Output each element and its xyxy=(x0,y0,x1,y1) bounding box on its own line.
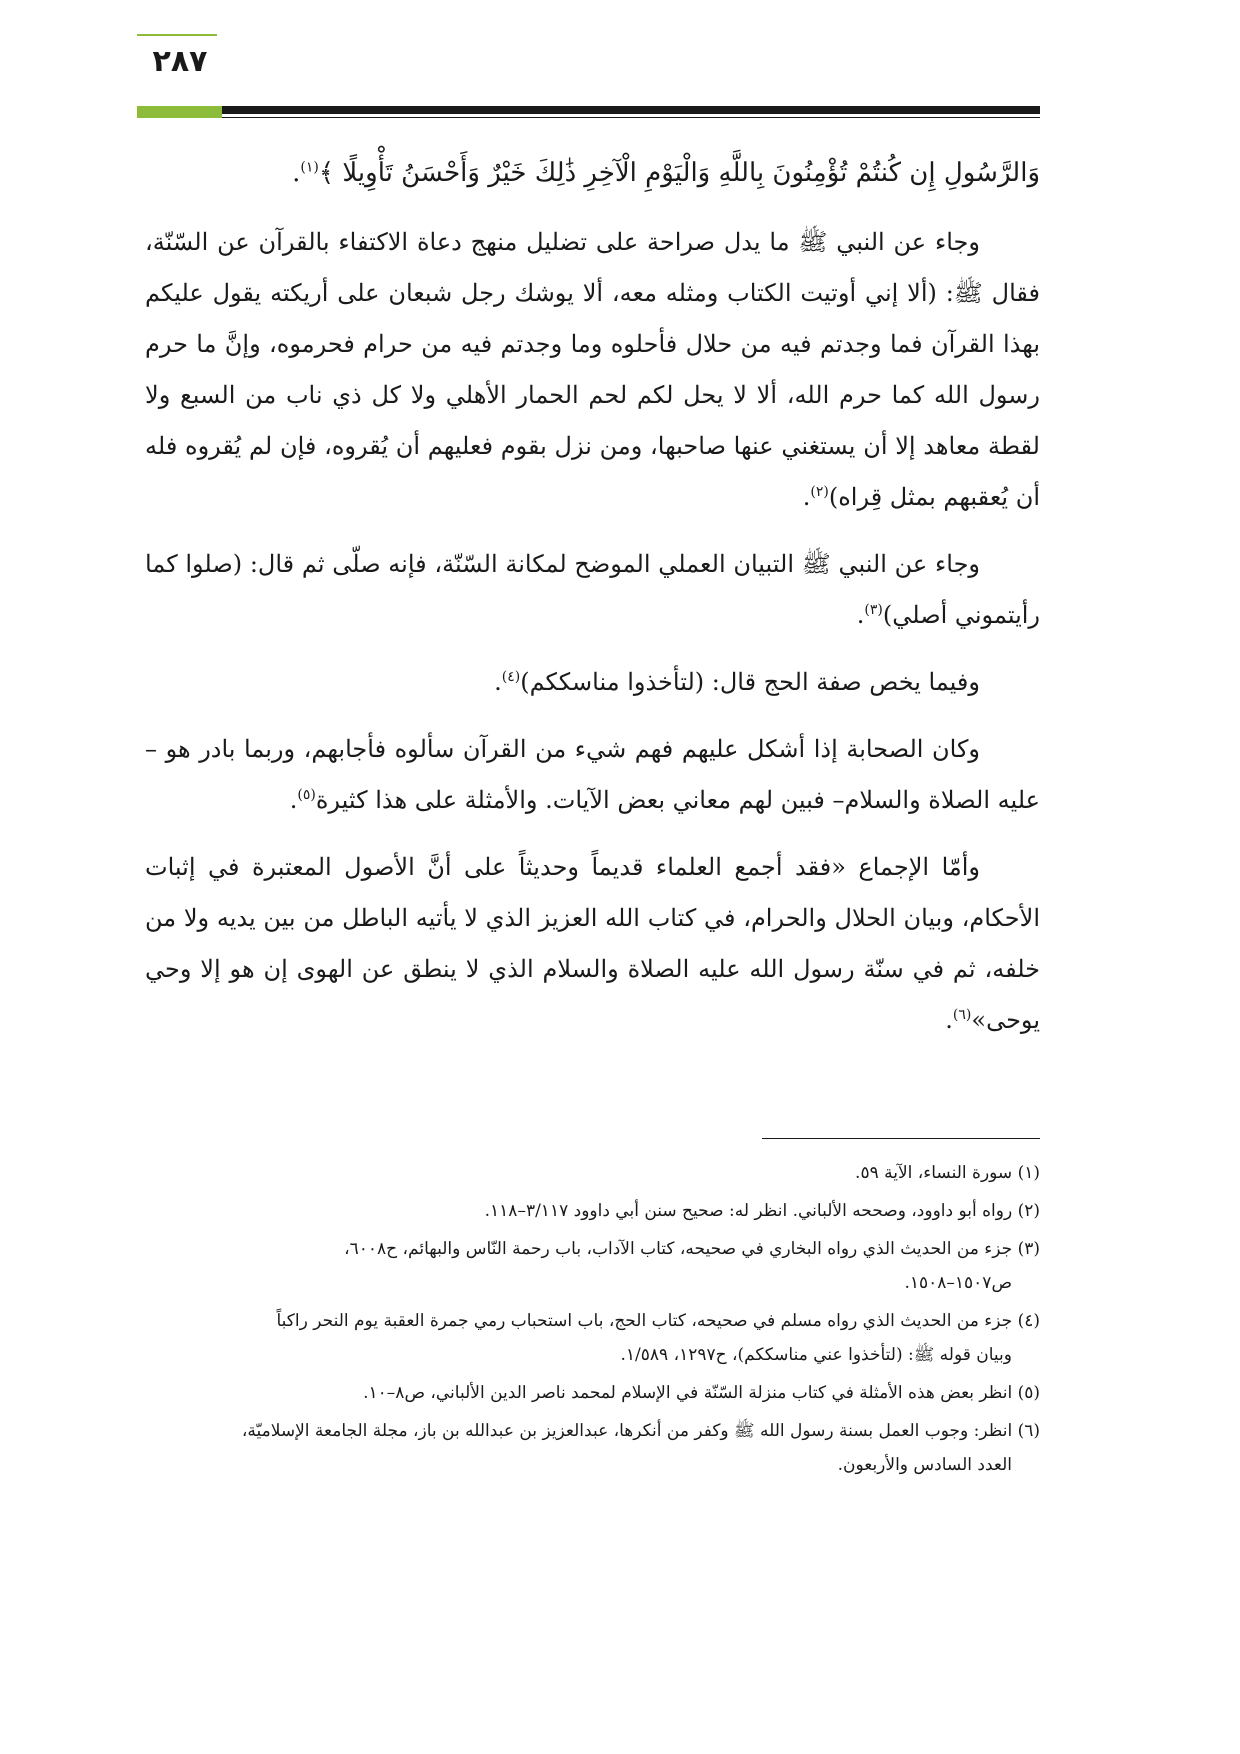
paragraph-2 xyxy=(145,539,1040,641)
footnote-3-text: (٣) جزء من الحديث الذي رواه البخاري في صحيحه، كتاب الآداب، باب رحمة النّاس والبهائم، ح٦٠٠٨، xyxy=(344,1239,1040,1259)
period: . xyxy=(856,601,865,629)
footnote-4 xyxy=(145,1304,1040,1372)
footnote-6-text: (٦) انظر: وجوب العمل بسنة رسول الله ﷺ وكفر من أنكرها، عبدالعزيز بن عبدالله بن باز، مجلة الجامعة الإسلاميّة، xyxy=(241,1421,1040,1441)
footnote-ref: (٢) xyxy=(810,484,829,500)
footnote-5: (٥) انظر بعض هذه الأمثلة في كتاب منزلة السّنّة في الإسلام لمحمد ناصر الدين الألباني، ص٨–١٠. xyxy=(363,1383,1040,1403)
footnotes xyxy=(145,1156,1040,1486)
period: . xyxy=(292,158,301,188)
paragraph-3 xyxy=(145,657,1040,708)
footnote-ref: (٥) xyxy=(297,787,316,803)
page-number: ٢٨٧ xyxy=(152,44,208,79)
footnote-separator xyxy=(762,1138,1040,1139)
paragraph-text: وكان الصحابة إذا أشكل عليهم فهم شيء من القرآن سألوه فأجابهم، وربما بادر هو – عليه الصلاة والسلام– فبين لهم معاني بعض الآيات. والأمثلة على هذا كثيرة xyxy=(145,735,1040,814)
paragraph-text: وجاء عن النبي ﷺ ما يدل صراحة على تضليل منهج دعاة الاكتفاء بالقرآن عن السّنّة، فقال ﷺ: (ألا إني أوتيت الكتاب ومثله معه، ألا يوشك رجل شبعان على أريكته يقول عليكم بهذا القرآن فما وجدتم فيه من حلال فأحلوه وما وجدتم فيه من حرام فحرموه، وإنَّ ما حرم رسول الله كما حرم الله، ألا لا يحل لكم لحم الحمار الأهلي ولا كل ذي ناب من السبع ولا لقطة معاهد إلا أن يستغني عنها صاحبها، ومن نزل بقوم فعليهم أن يُقروه، فإن لم يُقروه فله أن يُعقبهم بمثل قِراه) xyxy=(145,228,1040,511)
paragraph-5 xyxy=(145,842,1040,1046)
paragraph-text: وجاء عن النبي ﷺ التبيان العملي الموضح لمكانة السّنّة، فإنه صلّى ثم قال: (صلوا كما رأيتموني أصلي) xyxy=(145,550,1040,629)
paragraph-4 xyxy=(145,724,1040,826)
footnote-6-continuation: العدد السادس والأربعون. xyxy=(837,1455,1012,1475)
footnote-4-text: (٤) جزء من الحديث الذي رواه مسلم في صحيحه، كتاب الحج، باب استحباب رمي جمرة العقبة يوم النحر راكباً xyxy=(276,1311,1040,1331)
footnote-ref: (١) xyxy=(300,159,319,176)
footnote-ref: (٦) xyxy=(952,1007,972,1023)
paragraph-text: وفيما يخص صفة الحج قال: (لتأخذوا مناسككم) xyxy=(520,668,980,696)
period: . xyxy=(494,668,502,696)
header-black-rule xyxy=(222,106,1040,114)
paragraph-1 xyxy=(145,217,1040,523)
header-accent-line xyxy=(137,34,217,36)
quran-verse xyxy=(145,148,1040,199)
footnote-3 xyxy=(145,1232,1040,1300)
period: . xyxy=(289,786,298,814)
footnote-ref: (٤) xyxy=(501,669,521,685)
footnote-6 xyxy=(145,1414,1040,1482)
main-text xyxy=(145,148,1040,1062)
header-green-bar xyxy=(137,106,222,118)
footnote-1: (١) سورة النساء، الآية ٥٩. xyxy=(855,1163,1040,1183)
footnote-ref: (٣) xyxy=(864,602,883,618)
footnote-3-continuation: ص١٥٠٧–١٥٠٨. xyxy=(904,1273,1012,1293)
verse-text: وَالرَّسُولِ إِن كُنتُمْ تُؤْمِنُونَ بِاللَّهِ وَالْيَوْمِ الْآخِرِ ذَٰلِكَ خَيْرٌ وَأَحْسَنُ تَأْوِيلًا ﴾ xyxy=(318,158,1040,188)
period: . xyxy=(945,1006,953,1034)
footnote-4-continuation: وبيان قوله ﷺ: (لتأخذوا عني مناسككم)، ح١٢٩٧، ١/٥٨٩. xyxy=(620,1345,1012,1365)
paragraph-text: وأمّا الإجماع «فقد أجمع العلماء قديماً وحديثاً على أنَّ الأصول المعتبرة في إثبات الأحكام، وبيان الحلال والحرام، في كتاب الله العزيز الذي لا يأتيه الباطل من بين يديه ولا من خلفه، ثم في سنّة رسول الله عليه الصلاة والسلام الذي لا ينطق عن الهوى إن هو إلا وحي يوحى» xyxy=(145,853,1040,1034)
period: . xyxy=(802,483,811,511)
header-thin-rule xyxy=(222,117,1040,118)
footnote-2: (٢) رواه أبو داوود، وصححه الألباني. انظر له: صحيح سنن أبي داوود ٣/١١٧–١١٨. xyxy=(484,1201,1040,1221)
